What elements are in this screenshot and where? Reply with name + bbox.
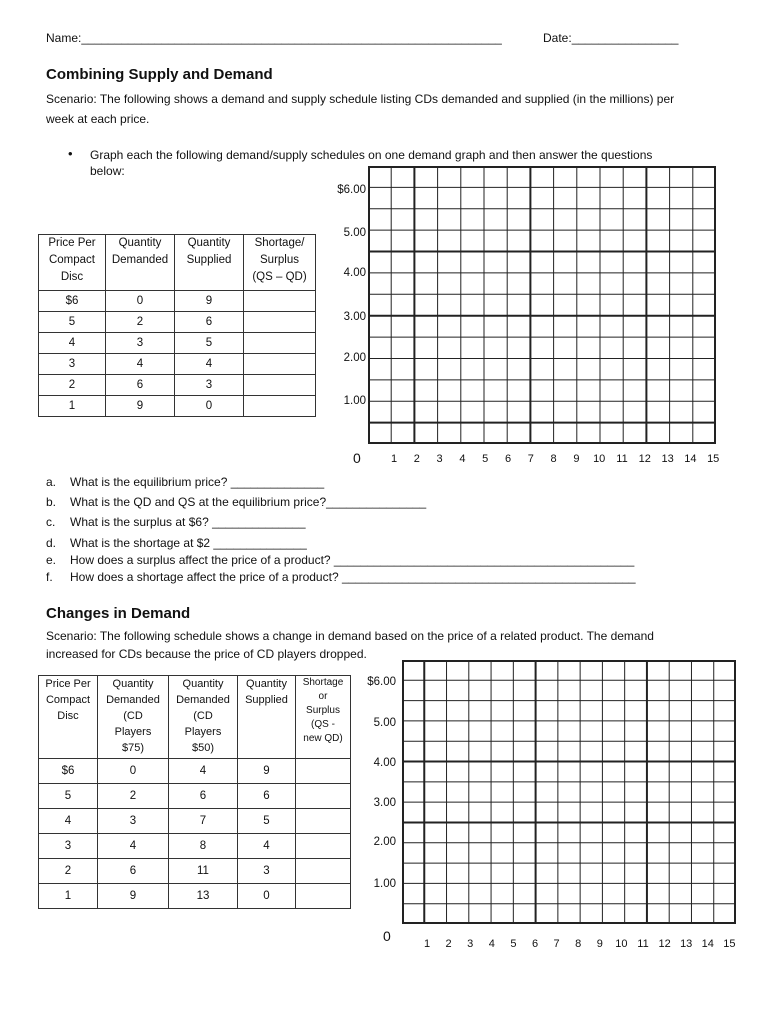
question-item bbox=[46, 495, 426, 509]
cell-qd-50: 11 bbox=[169, 859, 238, 884]
table-header: Shortage or Surplus (QS - new QD) bbox=[296, 676, 351, 759]
question-item bbox=[46, 515, 306, 529]
table-row bbox=[39, 759, 351, 784]
graph-grid-2[interactable] bbox=[402, 660, 736, 924]
section1-title: Combining Supply and Demand bbox=[46, 66, 273, 83]
question-letter: d. bbox=[46, 536, 57, 550]
section1-scenario-line1: Scenario: The following shows a demand and supply schedule listing CDs demanded and supplied (in the millions) per bbox=[46, 92, 675, 106]
y-tick-label: 3.00 bbox=[343, 311, 366, 323]
x-tick-label: 2 bbox=[445, 938, 452, 950]
cell-price: 2 bbox=[39, 859, 98, 884]
section1-bullet-line2: below: bbox=[90, 164, 125, 178]
question-text[interactable]: What is the equilibrium price? ______________ bbox=[70, 475, 325, 489]
cell-qs: 9 bbox=[238, 759, 296, 784]
cell-shortage-blank[interactable] bbox=[244, 333, 316, 354]
question-text[interactable]: What is the shortage at $2 ______________ bbox=[70, 536, 307, 550]
cell-qs: 4 bbox=[175, 354, 244, 375]
table-header: Quantity Demanded bbox=[106, 235, 175, 291]
x-tick-label: 13 bbox=[680, 938, 693, 950]
table-row bbox=[39, 354, 316, 375]
cell-qs: 5 bbox=[175, 333, 244, 354]
cell-qs: 3 bbox=[238, 859, 296, 884]
cell-qd-50: 6 bbox=[169, 784, 238, 809]
table-row bbox=[39, 291, 316, 312]
cell-price: 2 bbox=[39, 375, 106, 396]
question-letter: c. bbox=[46, 515, 56, 529]
x-tick-label: 8 bbox=[575, 938, 582, 950]
table-row bbox=[39, 884, 351, 909]
cell-qd: 9 bbox=[106, 396, 175, 417]
x-tick-label: 6 bbox=[531, 938, 539, 950]
x-tick-label: 1 bbox=[423, 938, 431, 950]
y-tick-label: 2.00 bbox=[343, 352, 366, 364]
y-tick-label: $6.00 bbox=[337, 184, 366, 196]
supply-demand-table bbox=[38, 234, 316, 417]
cell-qd: 4 bbox=[106, 354, 175, 375]
x-tick-label: 1 bbox=[390, 453, 398, 465]
cell-qd-50: 4 bbox=[169, 759, 238, 784]
cell-price: 5 bbox=[39, 312, 106, 333]
cell-shortage-blank[interactable] bbox=[244, 396, 316, 417]
x-tick-label: 14 bbox=[701, 938, 714, 950]
question-letter: e. bbox=[46, 553, 57, 567]
cell-shortage-blank[interactable] bbox=[296, 809, 351, 834]
cell-shortage-blank[interactable] bbox=[244, 375, 316, 396]
change-in-demand-table bbox=[38, 675, 351, 909]
y-tick-label: 4.00 bbox=[373, 757, 396, 769]
y-tick-label: 2.00 bbox=[373, 836, 396, 848]
bullet-icon: • bbox=[68, 146, 73, 161]
date-blank[interactable]: ________________ bbox=[571, 31, 679, 45]
table-row bbox=[39, 333, 316, 354]
section1-bullet-line1: Graph each the following demand/supply schedules on one demand graph and then answer the questions bbox=[90, 148, 653, 162]
cell-qd-75: 6 bbox=[98, 859, 169, 884]
x-tick-label: 13 bbox=[661, 453, 674, 465]
cell-qs: 0 bbox=[238, 884, 296, 909]
section2-scenario-line2: increased for CDs because the price of CD players dropped. bbox=[46, 647, 367, 661]
cell-price: $6 bbox=[39, 291, 106, 312]
x-tick-label: 5 bbox=[482, 453, 489, 465]
question-letter: b. bbox=[46, 495, 57, 509]
cell-price: 4 bbox=[39, 333, 106, 354]
x-tick-label: 12 bbox=[638, 453, 651, 465]
x-tick-label: 3 bbox=[436, 453, 443, 465]
x-tick-label: 6 bbox=[504, 453, 512, 465]
x-tick-label: 5 bbox=[510, 938, 517, 950]
cell-qd: 0 bbox=[106, 291, 175, 312]
cell-qd: 3 bbox=[106, 333, 175, 354]
x-tick-label: 4 bbox=[459, 453, 466, 465]
table-header: Price Per Compact Disc bbox=[39, 676, 98, 759]
question-text[interactable]: What is the surplus at $6? ______________ bbox=[70, 515, 306, 529]
cell-price: 3 bbox=[39, 834, 98, 859]
cell-price: $6 bbox=[39, 759, 98, 784]
cell-price: 1 bbox=[39, 396, 106, 417]
y-tick-label: 5.00 bbox=[373, 717, 396, 729]
cell-shortage-blank[interactable] bbox=[244, 354, 316, 375]
date-line bbox=[543, 31, 678, 45]
x-tick-label: 4 bbox=[488, 938, 495, 950]
graph2-origin: 0 bbox=[383, 928, 391, 944]
cell-qd-75: 9 bbox=[98, 884, 169, 909]
x-tick-label: 7 bbox=[553, 938, 560, 950]
cell-qs: 4 bbox=[238, 834, 296, 859]
cell-qs: 3 bbox=[175, 375, 244, 396]
section1-scenario bbox=[46, 89, 746, 129]
cell-qs: 6 bbox=[238, 784, 296, 809]
table-row bbox=[39, 809, 351, 834]
cell-qd-75: 2 bbox=[98, 784, 169, 809]
name-label: Name: bbox=[46, 31, 82, 45]
x-tick-label: 7 bbox=[527, 453, 534, 465]
cell-shortage-blank[interactable] bbox=[296, 834, 351, 859]
table-row bbox=[39, 784, 351, 809]
x-tick-label: 15 bbox=[707, 453, 720, 465]
cell-price: 3 bbox=[39, 354, 106, 375]
x-tick-label: 11 bbox=[616, 453, 628, 465]
table-header: Quantity Demanded (CD Players $75) bbox=[98, 676, 169, 759]
question-letter: a. bbox=[46, 475, 57, 489]
x-tick-label: 10 bbox=[593, 453, 606, 465]
table-header: Price Per Compact Disc bbox=[39, 235, 106, 291]
question-item bbox=[46, 553, 634, 567]
cell-price: 4 bbox=[39, 809, 98, 834]
cell-qd-50: 7 bbox=[169, 809, 238, 834]
y-tick-label: $6.00 bbox=[367, 676, 396, 688]
x-tick-label: 2 bbox=[413, 453, 420, 465]
table-row bbox=[39, 312, 316, 333]
cell-qd-75: 0 bbox=[98, 759, 169, 784]
section2-scenario-line1: Scenario: The following schedule shows a change in demand based on the price of a related product. The demand bbox=[46, 629, 654, 643]
question-item bbox=[46, 570, 636, 584]
question-text[interactable]: How does a shortage affect the price of a product? ____________________________________________ bbox=[70, 570, 636, 584]
table-header: Quantity Supplied bbox=[238, 676, 296, 759]
cell-price: 1 bbox=[39, 884, 98, 909]
cell-qs: 6 bbox=[175, 312, 244, 333]
cell-qd: 2 bbox=[106, 312, 175, 333]
x-tick-label: 11 bbox=[637, 938, 649, 950]
cell-shortage-blank[interactable] bbox=[296, 859, 351, 884]
cell-qd-75: 3 bbox=[98, 809, 169, 834]
cell-qs: 0 bbox=[175, 396, 244, 417]
question-text[interactable]: How does a surplus affect the price of a product? _____________________________________________ bbox=[70, 553, 635, 567]
cell-shortage-blank[interactable] bbox=[244, 312, 316, 333]
table-header: Quantity Supplied bbox=[175, 235, 244, 291]
table-row bbox=[39, 375, 316, 396]
x-tick-label: 12 bbox=[658, 938, 671, 950]
table-header: Shortage/ Surplus (QS – QD) bbox=[244, 235, 316, 291]
cell-shortage-blank[interactable] bbox=[296, 884, 351, 909]
cell-qs: 5 bbox=[238, 809, 296, 834]
cell-qd-75: 4 bbox=[98, 834, 169, 859]
y-tick-label: 1.00 bbox=[373, 878, 396, 890]
cell-qd: 6 bbox=[106, 375, 175, 396]
y-tick-label: 1.00 bbox=[343, 395, 366, 407]
question-letter: f. bbox=[46, 570, 53, 584]
cell-qs: 9 bbox=[175, 291, 244, 312]
cell-shortage-blank[interactable] bbox=[296, 759, 351, 784]
graph1-origin: 0 bbox=[353, 450, 361, 466]
graph-grid-1[interactable] bbox=[368, 166, 716, 444]
section2-scenario bbox=[46, 627, 746, 663]
x-tick-label: 9 bbox=[596, 938, 603, 950]
question-text[interactable]: What is the QD and QS at the equilibrium price?_______________ bbox=[70, 495, 427, 509]
x-tick-label: 3 bbox=[467, 938, 474, 950]
x-tick-label: 14 bbox=[684, 453, 697, 465]
y-tick-label: 4.00 bbox=[343, 267, 366, 279]
cell-shortage-blank[interactable] bbox=[244, 291, 316, 312]
x-tick-label: 10 bbox=[615, 938, 628, 950]
cell-shortage-blank[interactable] bbox=[296, 784, 351, 809]
name-line bbox=[46, 31, 502, 45]
x-tick-label: 8 bbox=[550, 453, 557, 465]
date-label: Date: bbox=[543, 31, 572, 45]
table-row bbox=[39, 859, 351, 884]
question-item bbox=[46, 475, 324, 489]
table-row bbox=[39, 396, 316, 417]
y-tick-label: 5.00 bbox=[343, 227, 366, 239]
section2-title: Changes in Demand bbox=[46, 605, 191, 622]
section1-scenario-line2: week at each price. bbox=[46, 112, 150, 126]
cell-price: 5 bbox=[39, 784, 98, 809]
x-tick-label: 9 bbox=[573, 453, 580, 465]
cell-qd-50: 13 bbox=[169, 884, 238, 909]
table-header: Quantity Demanded (CD Players $50) bbox=[169, 676, 238, 759]
question-item bbox=[46, 536, 307, 550]
cell-qd-50: 8 bbox=[169, 834, 238, 859]
table-row bbox=[39, 834, 351, 859]
y-tick-label: 3.00 bbox=[373, 797, 396, 809]
name-blank[interactable]: _______________________________________________________________ bbox=[81, 31, 502, 45]
x-tick-label: 15 bbox=[723, 938, 736, 950]
